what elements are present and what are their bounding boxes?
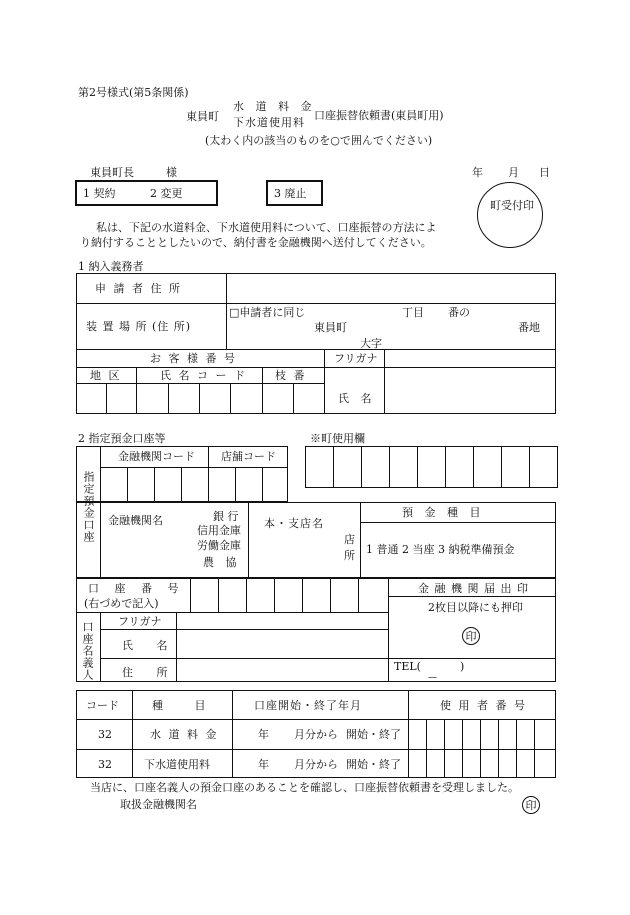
option-new-contract[interactable]: 1 契約 bbox=[83, 187, 116, 200]
applicant-address-field[interactable] bbox=[228, 275, 554, 301]
handling-bank-label: 取扱金融機関名 bbox=[120, 798, 197, 811]
instruction-text: (太わく内の該当のものを○で囲んでください) bbox=[205, 134, 433, 147]
bank-name-label: 金融機関名 bbox=[108, 514, 163, 527]
bank-type-shinkin[interactable]: 信用金庫 bbox=[197, 524, 241, 537]
row-kind: 下水道使用料 bbox=[144, 758, 210, 771]
same-as-applicant-checkbox[interactable]: □申請者に同じ bbox=[229, 306, 306, 319]
form-number: 第2号様式(第5条関係) bbox=[78, 86, 189, 99]
honorific: 様 bbox=[166, 166, 177, 179]
district-label: 地 区 bbox=[90, 369, 122, 382]
row-year[interactable]: 年 bbox=[258, 728, 269, 741]
bank-seal-mark[interactable]: 印 bbox=[462, 627, 480, 645]
intro-line-2: り納付することとしたいので、納付書を金融機関へ送付してください。 bbox=[80, 236, 432, 249]
bank-seal-label: 金 融 機 関 届 出 印 bbox=[418, 582, 529, 595]
receipt-seal-circle bbox=[477, 182, 543, 248]
bank-type-nokyo[interactable]: 農 協 bbox=[203, 556, 241, 569]
branch-code-label: 店舗コード bbox=[221, 450, 276, 463]
holder-furigana-label: フリガナ bbox=[118, 615, 162, 628]
date-month[interactable]: 月 bbox=[508, 166, 519, 179]
fees-header-period: 口座開始・終了年月 bbox=[254, 699, 362, 712]
customer-number-label: お 客 様 番 号 bbox=[150, 352, 237, 365]
town-use-label: ※町使用欄 bbox=[310, 432, 365, 445]
option-cancel[interactable]: 3 廃止 bbox=[274, 187, 307, 200]
deposit-type-options[interactable]: 1 普通 2 当座 3 納税準備預金 bbox=[366, 543, 515, 556]
row-code: 32 bbox=[98, 758, 112, 771]
row-from[interactable]: 月分から bbox=[294, 758, 338, 771]
banchi-label: 番地 bbox=[518, 321, 540, 334]
bank-type-bank[interactable]: 銀 行 bbox=[213, 510, 239, 523]
applicant-address-label: 申 請 者 住 所 bbox=[95, 282, 182, 295]
row-kind: 水 道 料 金 bbox=[150, 728, 219, 741]
row-year[interactable]: 年 bbox=[258, 758, 269, 771]
confirmation-text: 当店に、口座名義人の預金口座のあることを確認し、口座振替依頼書を受理しました。 bbox=[90, 781, 519, 794]
fees-header-user-number: 使 用 者 番 号 bbox=[440, 699, 527, 712]
oaza-label: 大字 bbox=[360, 337, 382, 350]
tel-label[interactable]: TEL( bbox=[394, 660, 421, 673]
obligor-name-label: 氏 名 bbox=[338, 392, 376, 405]
option-change[interactable]: 2 変更 bbox=[150, 187, 183, 200]
section2-title: 2 指定預金口座等 bbox=[78, 432, 166, 445]
sewer-fee-label: 下水道使用料 bbox=[233, 116, 305, 129]
store-label[interactable]: 店 bbox=[344, 533, 355, 546]
holder-name-field[interactable] bbox=[178, 631, 386, 656]
chome-label: 丁目 bbox=[402, 306, 424, 319]
fees-header-code: コード bbox=[86, 699, 119, 712]
bank-code-label: 金融機関コード bbox=[118, 450, 195, 463]
row-from[interactable]: 月分から bbox=[294, 728, 338, 741]
date-day[interactable]: 日 bbox=[539, 166, 550, 179]
install-town-label: 東員町 bbox=[314, 321, 347, 334]
obligor-name-field[interactable] bbox=[386, 369, 554, 412]
fees-header-kind: 種 目 bbox=[152, 699, 220, 712]
row-code: 32 bbox=[98, 728, 112, 741]
row-status[interactable]: 開始・終了 bbox=[346, 758, 401, 771]
name-code-label: 氏 名 コ ー ド bbox=[160, 369, 247, 382]
section1-title: 1 納入義務者 bbox=[78, 260, 144, 273]
water-fee-label: 水 道 料 金 bbox=[233, 100, 316, 113]
receipt-seal-label: 町受付印 bbox=[490, 199, 534, 212]
branch-name-label: 本・支店名 bbox=[264, 517, 324, 530]
branch-number-label: 枝 番 bbox=[275, 369, 307, 382]
tel-dash: — bbox=[428, 673, 437, 683]
designated-account-side-label: 指定預金口座 bbox=[82, 471, 95, 543]
town-label: 東員町 bbox=[186, 110, 219, 123]
holder-address-field[interactable] bbox=[178, 660, 386, 680]
intro-line-1: 私は、下記の水道料金、下水道使用料について、口座振替の方法によ bbox=[96, 221, 437, 234]
account-number-label: 口 座 番 号 bbox=[88, 582, 185, 595]
holder-name-label: 氏 名 bbox=[122, 639, 178, 652]
bank-type-rokin[interactable]: 労働金庫 bbox=[197, 539, 241, 552]
deposit-type-label: 預 金 種 目 bbox=[402, 506, 485, 519]
install-location-label: 装 置 場 所 (住 所) bbox=[86, 320, 192, 333]
document-title: 口座振替依頼書(東員町用) bbox=[314, 109, 444, 122]
tel-close: ) bbox=[460, 660, 465, 673]
ban-no-label: 番の bbox=[448, 306, 470, 319]
account-holder-side-label: 口座名義人 bbox=[81, 621, 94, 681]
handling-bank-seal[interactable]: 印 bbox=[522, 796, 540, 814]
addressee: 東員町長 bbox=[90, 166, 134, 179]
seal-note: 2枚目以降にも押印 bbox=[428, 601, 523, 614]
row-status[interactable]: 開始・終了 bbox=[346, 728, 401, 741]
right-align-note: (右づめで記入) bbox=[84, 597, 159, 610]
date-year[interactable]: 年 bbox=[472, 166, 483, 179]
holder-address-label: 住 所 bbox=[122, 666, 178, 679]
furigana-label: フリガナ bbox=[334, 352, 378, 365]
office-label[interactable]: 所 bbox=[344, 549, 355, 562]
